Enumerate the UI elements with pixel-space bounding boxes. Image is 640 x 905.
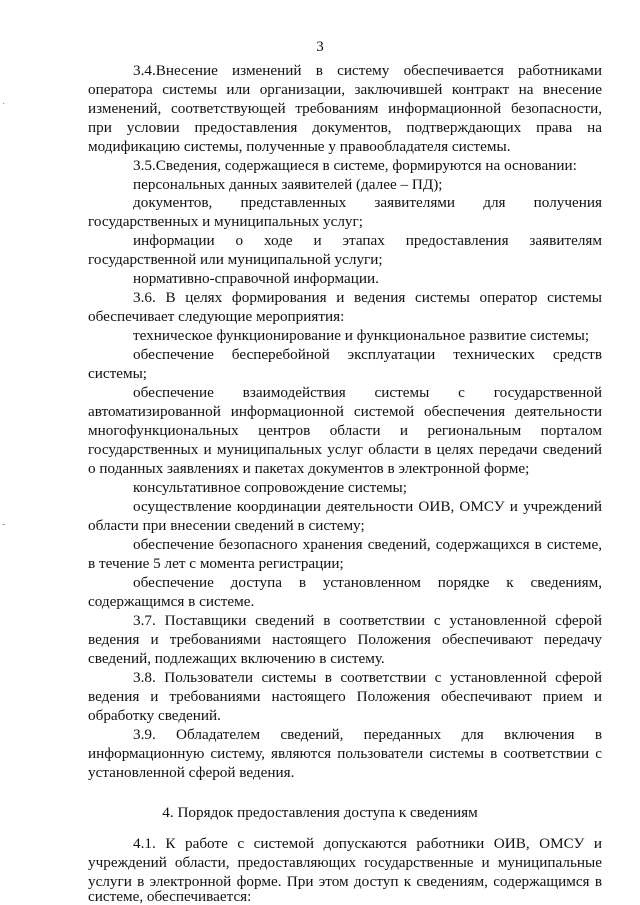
text-line: при условии предоставления документов, подтверждающих права на bbox=[88, 119, 602, 136]
text-line: о поданных заявлениях и пакетах документов в электронной форме; bbox=[88, 460, 530, 477]
text-line: услуги в электронной форме. При этом доступ к сведениям, содержащимся в bbox=[88, 873, 602, 890]
text-line: персональных данных заявителей (далее – ПД); bbox=[133, 176, 443, 193]
text-line: документов, представленных заявителями для получения bbox=[133, 194, 602, 211]
text-line: техническое функционирование и функциональное развитие системы; bbox=[133, 327, 590, 344]
text-line: установленной сферой ведения. bbox=[88, 764, 295, 781]
text-line: обеспечение взаимодействия системы с государственной bbox=[133, 384, 602, 401]
text-line: системе, обеспечивается: bbox=[88, 888, 252, 905]
text-line: сведений, подлежащих включению в систему. bbox=[88, 650, 385, 667]
text-line: государственной или муниципальной услуги; bbox=[88, 251, 383, 268]
text-line: 3.5.Сведения, содержащиеся в системе, формируются на основании: bbox=[133, 157, 577, 174]
text-line: 3.8. Пользователи системы в соответствии с установленной сферой bbox=[133, 669, 602, 686]
text-line: обеспечение доступа в установленном порядке к сведениям, bbox=[133, 574, 602, 591]
text-line: 3.4.Внесение изменений в систему обеспечивается работниками bbox=[133, 62, 602, 79]
margin-mark: · bbox=[2, 99, 6, 110]
text-line: оператора системы или организации, заключившей контракт на внесение bbox=[88, 81, 602, 98]
text-line: государственных и муниципальных услуг области в целях передачи сведений bbox=[88, 441, 602, 458]
text-line: модификацию системы, полученные у правообладателя системы. bbox=[88, 138, 511, 155]
text-line: обеспечение бесперебойной эксплуатации технических средств bbox=[133, 346, 602, 363]
page-number: 3 bbox=[316, 39, 324, 55]
text-line: многофункциональных центров области и региональным порталом bbox=[88, 422, 602, 439]
text-line: информационную систему, являются пользователи системы в соответствии с bbox=[88, 745, 602, 762]
text-line: обеспечивает следующие мероприятия: bbox=[88, 308, 345, 325]
text-line: в течение 5 лет с момента регистрации; bbox=[88, 555, 344, 572]
text-line: 3.6. В целях формирования и ведения системы оператор системы bbox=[133, 289, 602, 306]
text-line: изменений, соответствующей требованиям информационной безопасности, bbox=[88, 100, 602, 117]
text-line: ведения и требованиями настоящего Положения обеспечивают передачу bbox=[88, 631, 602, 648]
text-line: обработку сведений. bbox=[88, 707, 221, 724]
text-line: 3.9. Обладателем сведений, переданных для включения в bbox=[133, 726, 602, 743]
margin-mark: - bbox=[2, 519, 6, 530]
section-heading: 4. Порядок предоставления доступа к сведениям bbox=[162, 804, 478, 821]
text-line: нормативно-справочной информации. bbox=[133, 270, 379, 287]
text-line: консультативное сопровождение системы; bbox=[133, 479, 407, 496]
text-line: обеспечение безопасного хранения сведений, содержащихся в системе, bbox=[133, 536, 602, 553]
text-line: информации о ходе и этапах предоставления заявителям bbox=[133, 232, 602, 249]
text-line: учреждений области, предоставляющих государственные и муниципальные bbox=[88, 854, 602, 871]
text-line: 3.7. Поставщики сведений в соответствии с установленной сферой bbox=[133, 612, 602, 629]
text-line: области при внесении сведений в систему; bbox=[88, 517, 365, 534]
text-line: содержащимся в системе. bbox=[88, 593, 255, 610]
text-line: 4.1. К работе с системой допускаются работники ОИВ, ОМСУ и bbox=[133, 835, 602, 852]
text-line: осуществление координации деятельности ОИВ, ОМСУ и учреждений bbox=[133, 498, 602, 515]
text-line: автоматизированной информационной системой обеспечения деятельности bbox=[88, 403, 602, 420]
text-line: системы; bbox=[88, 365, 148, 382]
text-line: государственных и муниципальных услуг; bbox=[88, 213, 363, 230]
text-line: ведения и требованиями настоящего Положения обеспечивают прием и bbox=[88, 688, 602, 705]
